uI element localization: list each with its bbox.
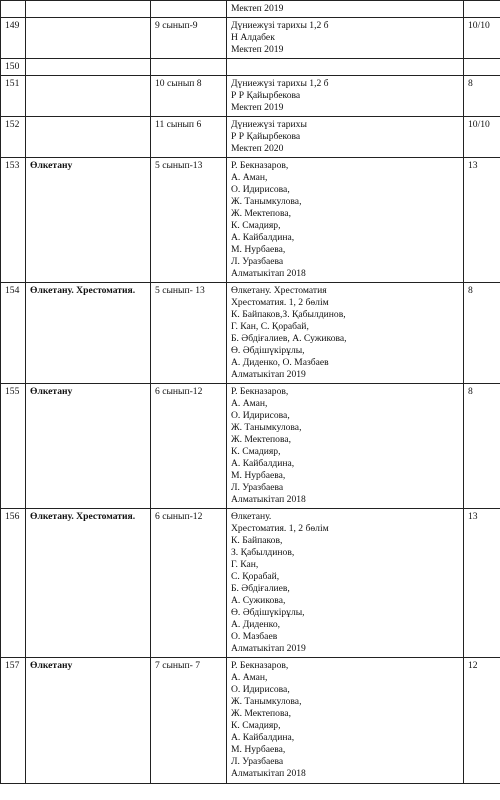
book-info-line: О. Идирисова,: [231, 184, 290, 195]
copies-count-cell: 8: [464, 384, 500, 509]
table-row: [1, 18, 500, 59]
book-info-line: Ж. Танымкулова,: [231, 196, 302, 207]
book-info-line: А. Кайбалдина,: [231, 732, 295, 743]
grade-cell: 5 сынып- 13: [151, 283, 227, 384]
row-number-cell: 155: [1, 384, 26, 509]
book-info-cell: [227, 658, 464, 784]
subject-cell: [26, 117, 151, 158]
grade-cell: [151, 1, 227, 18]
row-number-cell: 156: [1, 509, 26, 658]
subject-cell: Өлкетану. Хрестоматия.: [26, 509, 151, 658]
book-info-line: А. Сужикова,: [231, 595, 286, 606]
book-info-line: Дүниежүзі тарихы 1,2 б: [231, 20, 329, 31]
book-info-cell: [227, 283, 464, 384]
row-number-cell: 157: [1, 658, 26, 784]
book-info-line: Алматыкітап 2018: [231, 768, 306, 779]
grade-cell: 10 сынып 8: [151, 76, 227, 117]
grade-cell: 6 сынып-12: [151, 384, 227, 509]
subject-cell: [26, 59, 151, 76]
subject-cell: [26, 76, 151, 117]
book-info-line: А. Кайбалдина,: [231, 458, 295, 469]
grade-cell: 5 сынып-13: [151, 158, 227, 283]
subject-cell: [26, 18, 151, 59]
book-info-line: Р. Бекназаров,: [231, 160, 289, 171]
book-info-line: Дүниежүзі тарихы: [231, 119, 307, 130]
book-info-line: А. Кайбалдина,: [231, 232, 295, 243]
table-body: [1, 1, 500, 784]
copies-count-cell: 8: [464, 76, 500, 117]
book-info-line: З. Қабылдинов,: [231, 547, 295, 558]
book-info-cell: [227, 18, 464, 59]
book-info-cell: [227, 59, 464, 76]
subject-cell: Өлкетану: [26, 384, 151, 509]
book-info-line: Ө. Әбдішүкірұлы,: [231, 607, 305, 618]
book-info-line: Ж. Мектепова,: [231, 434, 292, 445]
book-info-line: Ж. Мектепова,: [231, 708, 292, 719]
book-info-line: К. Смадияр,: [231, 446, 281, 457]
book-info-line: Л. Уразбаева: [231, 756, 284, 767]
grade-cell: 11 сынып 6: [151, 117, 227, 158]
subject-cell: Өлкетану. Хрестоматия.: [26, 283, 151, 384]
book-info-line: А. Аман,: [231, 398, 268, 409]
book-info-line: А. Диденко, О. Мазбаев: [231, 357, 329, 368]
book-info-line: Ж. Танымкулова,: [231, 422, 302, 433]
row-number-cell: 154: [1, 283, 26, 384]
row-number-cell: 151: [1, 76, 26, 117]
book-info-line: Р. Бекназаров,: [231, 386, 289, 397]
table-row: [1, 658, 500, 784]
copies-count-cell: [464, 1, 500, 18]
grade-cell: 6 сынып-12: [151, 509, 227, 658]
book-info-line: К. Смадияр,: [231, 220, 281, 231]
copies-count-cell: 13: [464, 158, 500, 283]
copies-count-cell: 10/10: [464, 117, 500, 158]
book-info-cell: [227, 384, 464, 509]
subject-cell: Өлкетану: [26, 658, 151, 784]
book-info-line: Р Р Қайырбекова: [231, 90, 301, 101]
book-info-line: М. Нурбаева,: [231, 244, 286, 255]
book-info-line: Р Р Қайырбекова: [231, 131, 301, 142]
book-info-line: Р. Бекназаров,: [231, 660, 289, 671]
book-info-line: Н Алдабек: [231, 32, 275, 43]
book-info-line: Г. Кан,: [231, 559, 259, 570]
book-info-line: Хрестоматия. 1, 2 бөлім: [231, 297, 329, 308]
book-info-line: Б. Әбдіғалиев,: [231, 583, 290, 594]
book-info-line: Дүниежүзі тарихы 1,2 б: [231, 78, 329, 89]
table-row: [1, 117, 500, 158]
grade-cell: 9 сынып-9: [151, 18, 227, 59]
table-row: [1, 509, 500, 658]
copies-count-cell: 13: [464, 509, 500, 658]
book-info-line: Мектеп 2020: [231, 143, 284, 154]
table-row: [1, 1, 500, 18]
copies-count-cell: 10/10: [464, 18, 500, 59]
book-info-line: А. Аман,: [231, 172, 268, 183]
book-info-line: М. Нурбаева,: [231, 744, 286, 755]
book-info-line: Г. Кан, С. Қорабай,: [231, 321, 309, 332]
row-number-cell: 153: [1, 158, 26, 283]
book-info-line: М. Нурбаева,: [231, 470, 286, 481]
book-info-cell: [227, 1, 464, 18]
copies-count-cell: 12: [464, 658, 500, 784]
book-info-line: Мектеп 2019: [231, 44, 284, 55]
row-number-cell: [1, 1, 26, 18]
book-info-line: О. Мазбаев: [231, 631, 278, 642]
book-info-line: О. Идирисова,: [231, 684, 290, 695]
row-number-cell: 149: [1, 18, 26, 59]
table-row: [1, 76, 500, 117]
book-info-cell: [227, 117, 464, 158]
book-info-line: А. Аман,: [231, 672, 268, 683]
table-row: [1, 158, 500, 283]
book-info-line: К. Смадияр,: [231, 720, 281, 731]
book-info-line: О. Идирисова,: [231, 410, 290, 421]
book-info-line: Ж. Танымкулова,: [231, 696, 302, 707]
book-info-cell: [227, 158, 464, 283]
table-row: [1, 384, 500, 509]
row-number-cell: 150: [1, 59, 26, 76]
book-info-line: К. Байпаков,З. Қабылдинов,: [231, 309, 346, 320]
book-info-line: Б. Әбдіғалиев, А. Сужикова,: [231, 333, 347, 344]
book-info-line: К. Байпаков,: [231, 535, 283, 546]
book-info-line: Л. Уразбаева: [231, 482, 284, 493]
book-info-line: Хрестоматия. 1, 2 бөлім: [231, 523, 329, 534]
book-info-cell: [227, 76, 464, 117]
book-info-line: Ө. Әбдішүкірұлы,: [231, 345, 305, 356]
table-row: [1, 283, 500, 384]
book-info-line: Өлкетану. Хрестоматия: [231, 285, 327, 296]
row-number-cell: 152: [1, 117, 26, 158]
book-info-line: Алматыкітап 2019: [231, 369, 306, 380]
book-info-line: Алматыкітап 2019: [231, 643, 306, 654]
book-info-line: С. Қорабай,: [231, 571, 280, 582]
book-info-cell: [227, 509, 464, 658]
subject-cell: [26, 1, 151, 18]
book-info-line: Мектеп 2019: [231, 3, 284, 14]
book-info-line: Алматыкітап 2018: [231, 494, 306, 505]
book-info-line: Ж. Мектепова,: [231, 208, 292, 219]
book-info-line: А. Диденко,: [231, 619, 281, 630]
table-row: [1, 59, 500, 76]
book-info-line: Алматыкітап 2018: [231, 268, 306, 279]
book-info-line: Мектеп 2019: [231, 102, 284, 113]
book-info-line: Л. Уразбаева: [231, 256, 284, 267]
copies-count-cell: 8: [464, 283, 500, 384]
grade-cell: 7 сынып- 7: [151, 658, 227, 784]
copies-count-cell: [464, 59, 500, 76]
book-info-line: Өлкетану.: [231, 511, 272, 522]
grade-cell: [151, 59, 227, 76]
subject-cell: Өлкетану: [26, 158, 151, 283]
